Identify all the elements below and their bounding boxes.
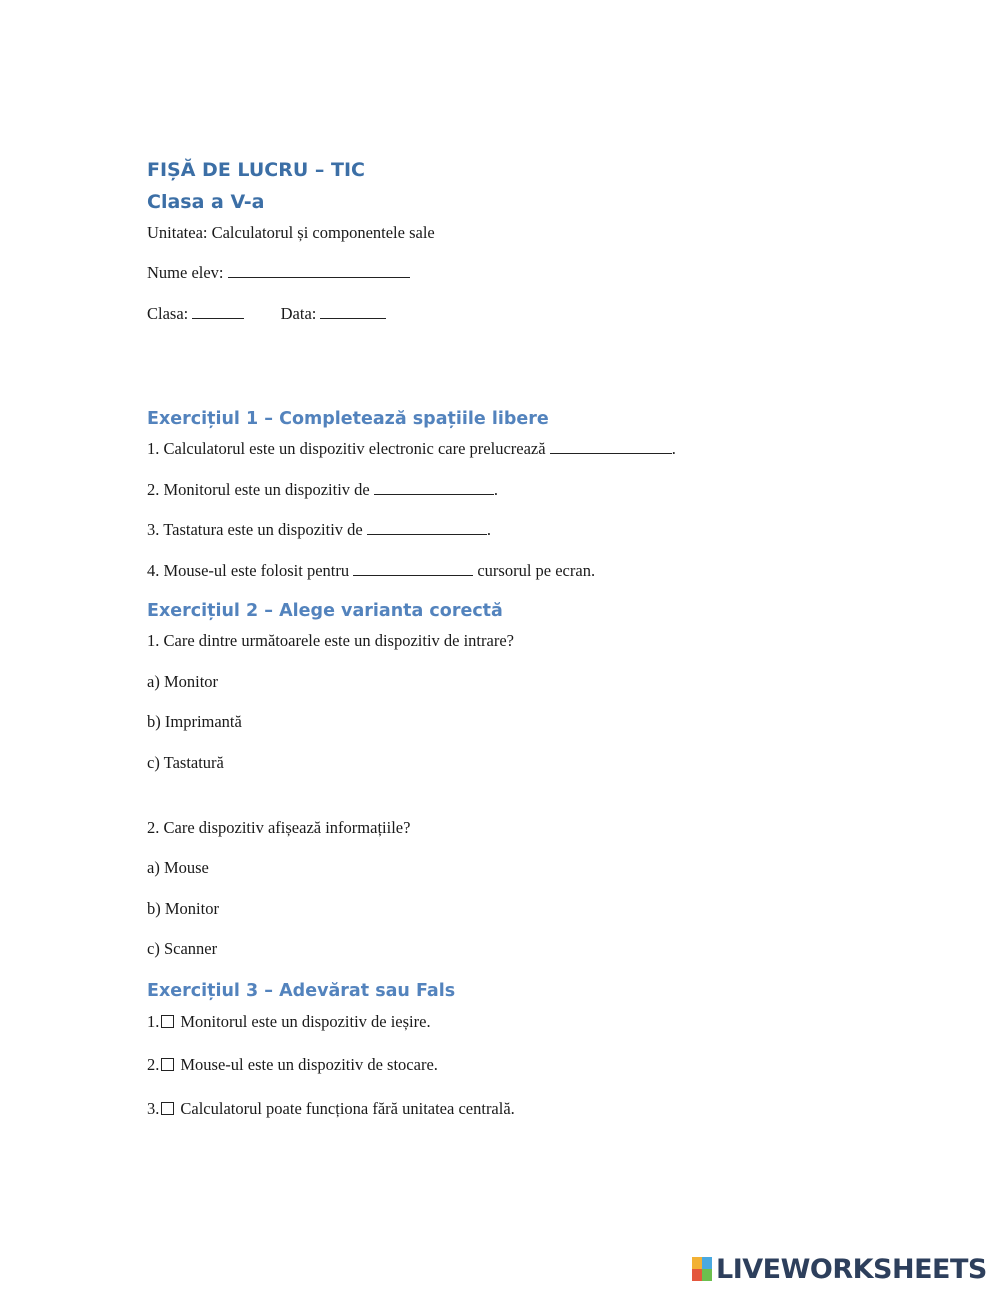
ex2-question-2: 2. Care dispozitiv afișează informațiile?: [147, 818, 411, 837]
ex1-item: [147, 561, 595, 581]
ex2-q1-option-c[interactable]: c) Tastatură: [147, 753, 224, 772]
ex2-q2-option-b[interactable]: b) Monitor: [147, 899, 219, 918]
ex3-item: [147, 1012, 431, 1032]
exercise-1-heading: Exercițiul 1 – Completează spațiile libere: [147, 409, 549, 429]
logo-square: [692, 1269, 702, 1281]
ex1-blank-input[interactable]: [550, 439, 672, 454]
ex2-q2-option-a[interactable]: a) Mouse: [147, 858, 209, 877]
ex2-q2-option-c[interactable]: c) Scanner: [147, 939, 218, 958]
ex1-blank-input[interactable]: [367, 520, 487, 535]
logo-square: [692, 1257, 702, 1269]
ex3-item-number: 3.: [147, 1099, 160, 1118]
ex1-item-text: 1. Calculatorul este un dispozitiv electronic care prelucrează: [147, 439, 546, 458]
ex1-item: [147, 480, 498, 500]
date-input[interactable]: [320, 304, 386, 319]
exercise-3-heading: Exercițiul 3 – Adevărat sau Fals: [147, 981, 456, 1001]
unit-line: Unitatea: Calculatorul și componentele sale: [147, 223, 435, 242]
liveworksheets-logo: [692, 1255, 987, 1283]
brand-name: LIVEWORKSHEETS: [716, 1253, 987, 1285]
class-label: Clasa:: [147, 304, 189, 323]
ex3-item-number: 1.: [147, 1012, 160, 1031]
exercise-2-heading: Exercițiul 2 – Alege varianta corectă: [147, 601, 503, 621]
ex3-item-text: Calculatorul poate funcționa fără unitatea centrală.: [180, 1099, 515, 1118]
ex1-item: [147, 439, 676, 459]
ex3-item: [147, 1055, 438, 1075]
ex3-item: [147, 1099, 515, 1119]
logo-square: [702, 1257, 712, 1269]
ex1-blank-input[interactable]: [353, 561, 473, 576]
ex3-item-number: 2.: [147, 1055, 160, 1074]
ex1-item-text: 3. Tastatura este un dispozitiv de: [147, 520, 363, 539]
true-false-checkbox[interactable]: [161, 1015, 174, 1028]
ex1-item: [147, 520, 491, 540]
student-name-row: [147, 263, 410, 283]
ex1-item-suffix: cursorul pe ecran.: [477, 561, 596, 580]
live-logo-icon: [692, 1257, 712, 1281]
worksheet-title: FIȘĂ DE LUCRU – TIC: [147, 159, 365, 181]
student-name-label: Nume elev:: [147, 263, 224, 282]
ex3-item-text: Mouse-ul este un dispozitiv de stocare.: [180, 1055, 438, 1074]
ex2-q1-option-b[interactable]: b) Imprimantă: [147, 712, 242, 731]
student-name-input[interactable]: [228, 263, 410, 278]
date-label: Data:: [280, 304, 317, 323]
ex1-item-text: 4. Mouse-ul este folosit pentru: [147, 561, 350, 580]
class-date-row: [147, 304, 386, 324]
ex1-item-suffix: .: [671, 439, 676, 458]
class-input[interactable]: [192, 304, 244, 319]
ex2-question-1: 1. Care dintre următoarele este un dispozitiv de intrare?: [147, 631, 514, 650]
ex2-q1-option-a[interactable]: a) Monitor: [147, 672, 219, 691]
class-title: Clasa a V-a: [147, 191, 265, 213]
ex1-blank-input[interactable]: [374, 480, 494, 495]
true-false-checkbox[interactable]: [161, 1058, 174, 1071]
ex1-item-suffix: .: [493, 480, 498, 499]
ex3-item-text: Monitorul este un dispozitiv de ieșire.: [180, 1012, 431, 1031]
true-false-checkbox[interactable]: [161, 1102, 174, 1115]
ex1-item-text: 2. Monitorul este un dispozitiv de: [147, 480, 370, 499]
logo-square: [702, 1269, 712, 1281]
ex1-item-suffix: .: [486, 520, 491, 539]
